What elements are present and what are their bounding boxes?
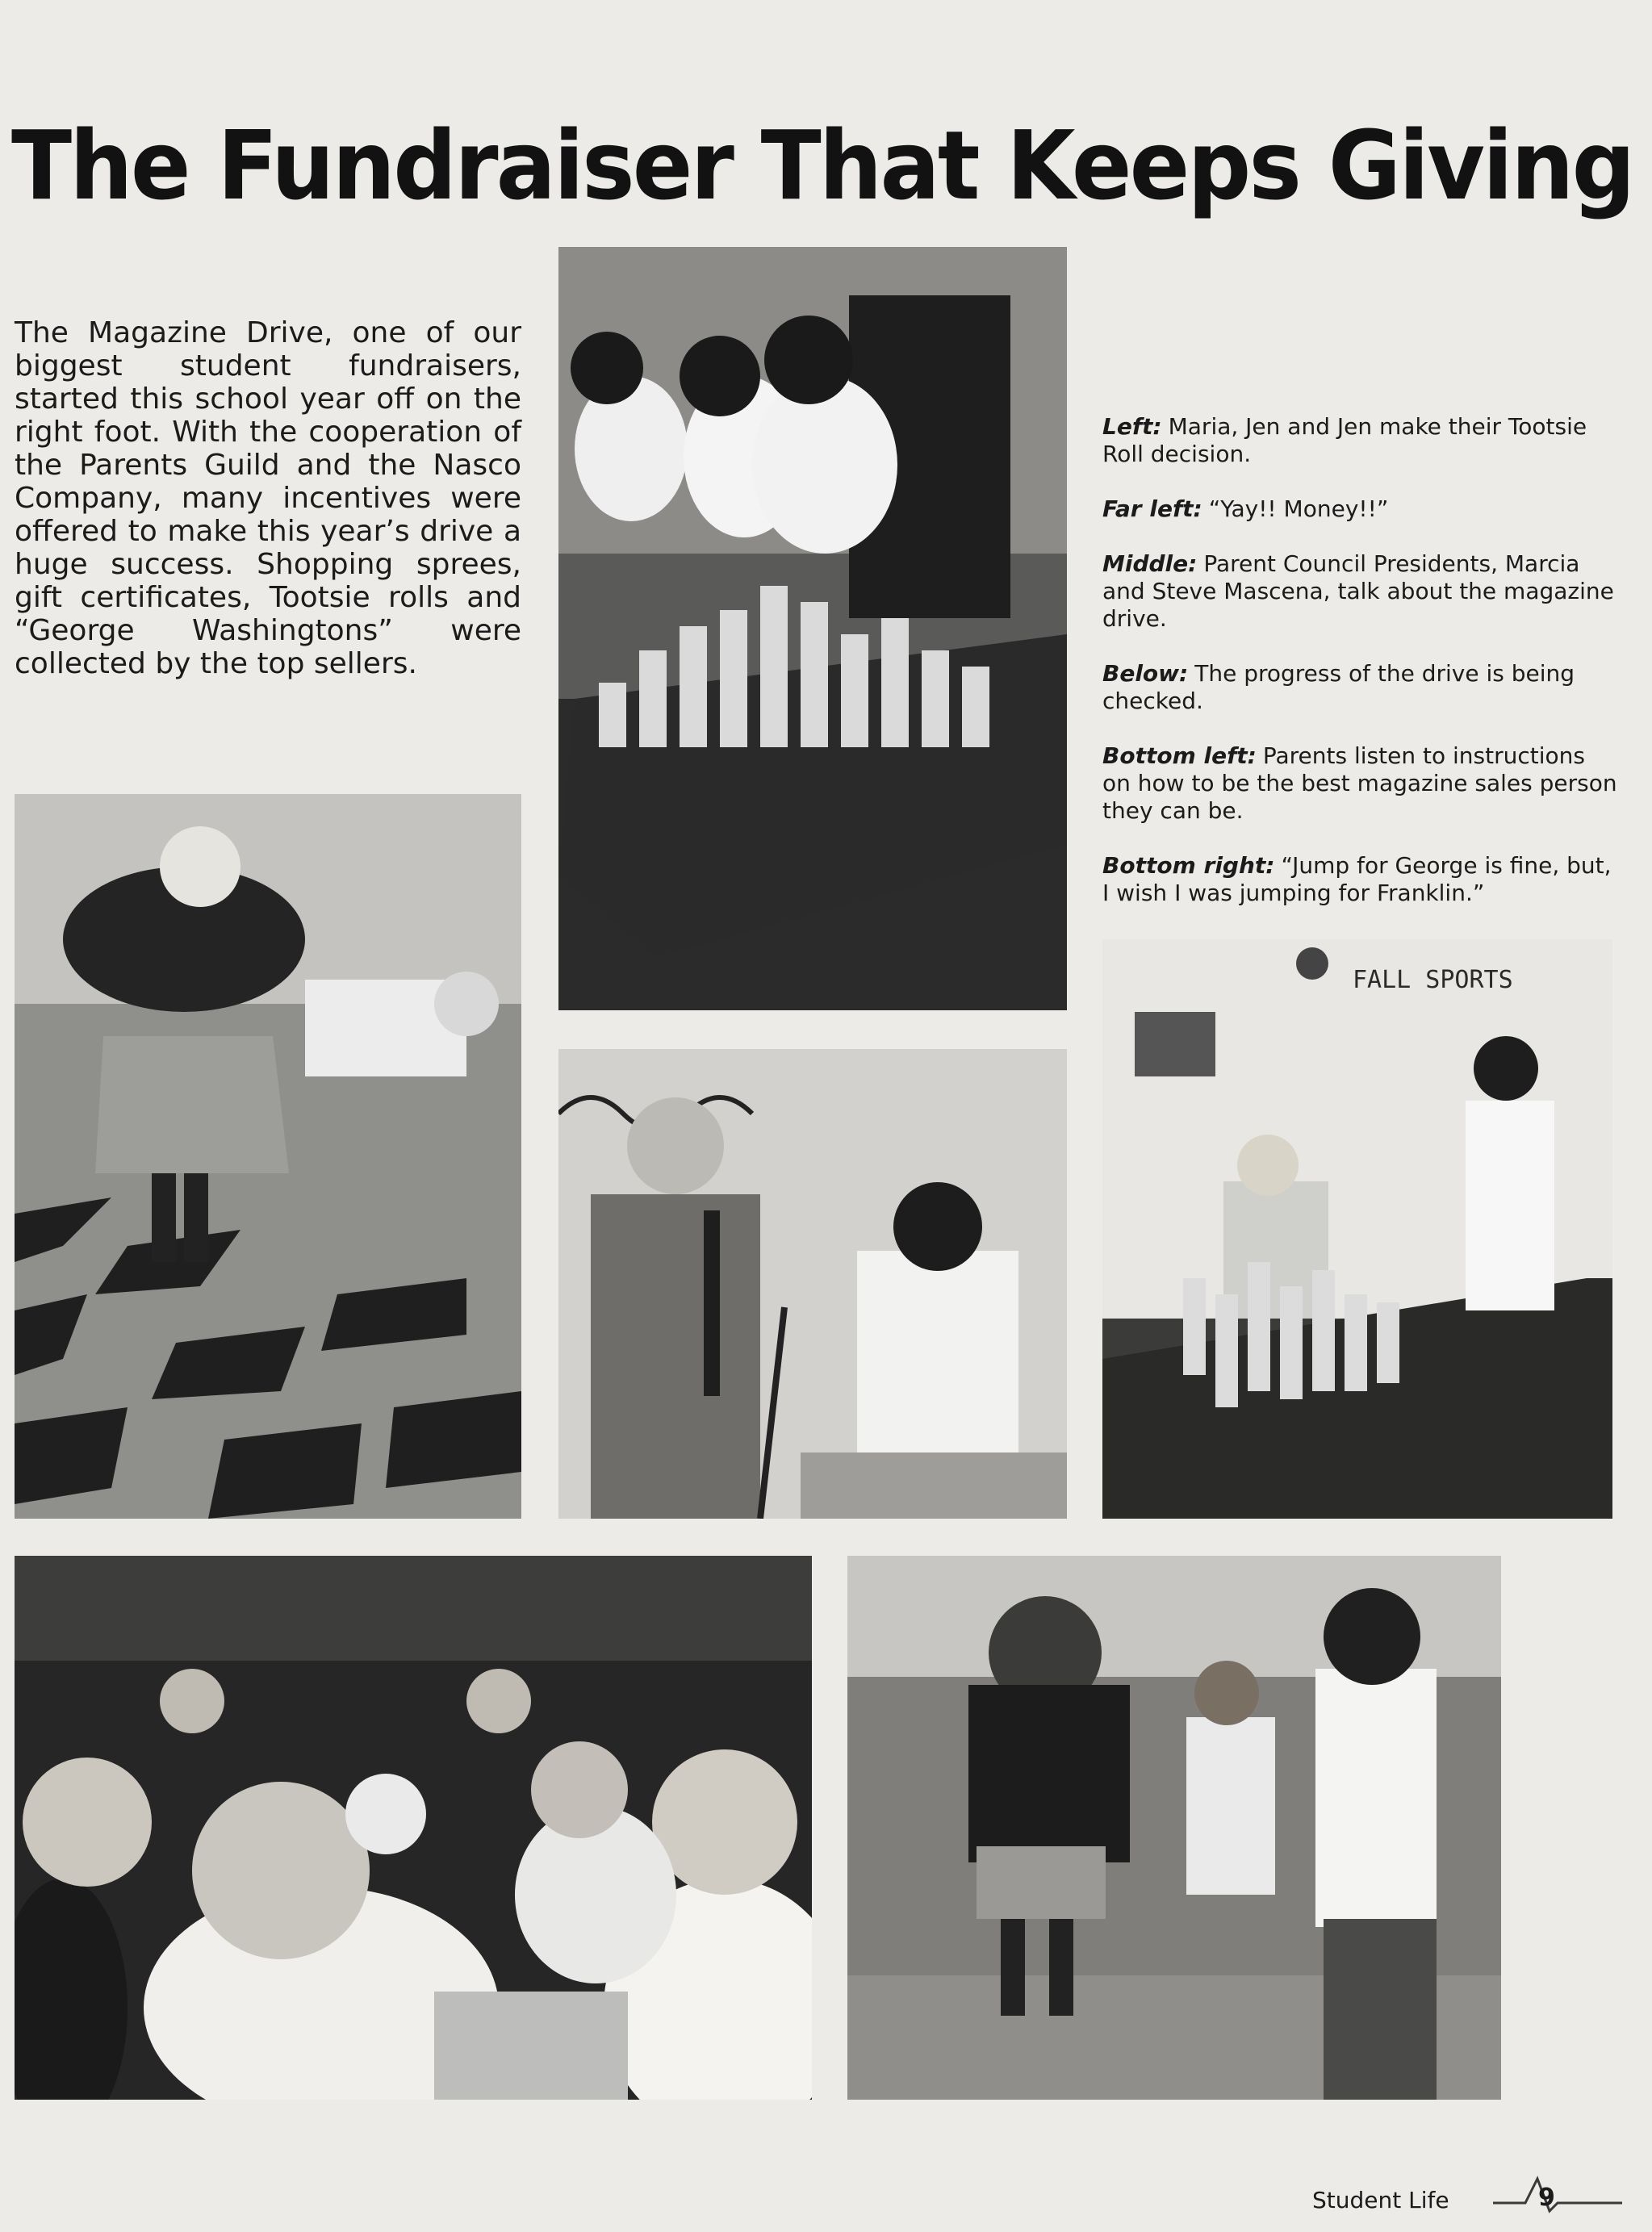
fall-sports-sign: FALL SPORTS bbox=[1353, 966, 1513, 994]
caption-text: “Yay!! Money!!” bbox=[1208, 495, 1389, 522]
caption-label: Left: bbox=[1102, 413, 1162, 440]
photo-progress-checked bbox=[1102, 939, 1612, 1519]
caption-text: Parents listen to instructions on how to be the best magazine sales person they can be. bbox=[1102, 742, 1617, 824]
caption-label: Far left: bbox=[1102, 495, 1202, 522]
caption-label: Middle: bbox=[1102, 550, 1198, 577]
caption-text: Maria, Jen and Jen make their Tootsie Roll decision. bbox=[1102, 413, 1587, 467]
photo-parents-listen bbox=[15, 1556, 812, 2100]
captions-block bbox=[1102, 413, 1619, 934]
caption-bottom-right bbox=[1102, 852, 1619, 907]
page-number: 9 bbox=[1538, 2184, 1555, 2212]
caption-text: The progress of the drive is being checked. bbox=[1102, 660, 1575, 714]
caption-text: Parent Council Presidents, Marcia and Steve Mascena, talk about the magazine drive. bbox=[1102, 550, 1614, 632]
caption-label: Below: bbox=[1102, 660, 1189, 687]
heartbeat-line-icon bbox=[1493, 2171, 1622, 2219]
footer-section-label: Student Life bbox=[1312, 2187, 1449, 2213]
photo-yay-money bbox=[15, 794, 521, 1519]
caption-text: “Jump for George is fine, but, I wish I was jumping for Franklin.” bbox=[1102, 852, 1612, 906]
caption-label: Bottom right: bbox=[1102, 852, 1275, 879]
caption-label: Bottom left: bbox=[1102, 742, 1257, 769]
caption-middle bbox=[1102, 550, 1619, 633]
caption-left bbox=[1102, 413, 1619, 468]
caption-bottom-left bbox=[1102, 742, 1619, 825]
caption-below bbox=[1102, 660, 1619, 715]
page-title: The Fundraiser That Keeps Giving bbox=[11, 110, 1633, 221]
photo-jump-for-george bbox=[847, 1556, 1501, 2100]
photo-tootsie-roll-decision bbox=[558, 247, 1067, 1010]
photo-parent-council-presidents bbox=[558, 1049, 1067, 1519]
intro-paragraph: The Magazine Drive, one of our biggest student fundraisers, started this school year off on the right foot. With the cooperation of the Parents Guild and the Nasco Company, many incentives were offered to make this year’s drive a huge success. Shopping sprees, gift certificates, Tootsie rolls and “George Washingtons” were collected by the top sellers. bbox=[15, 316, 521, 680]
caption-far-left bbox=[1102, 495, 1619, 523]
